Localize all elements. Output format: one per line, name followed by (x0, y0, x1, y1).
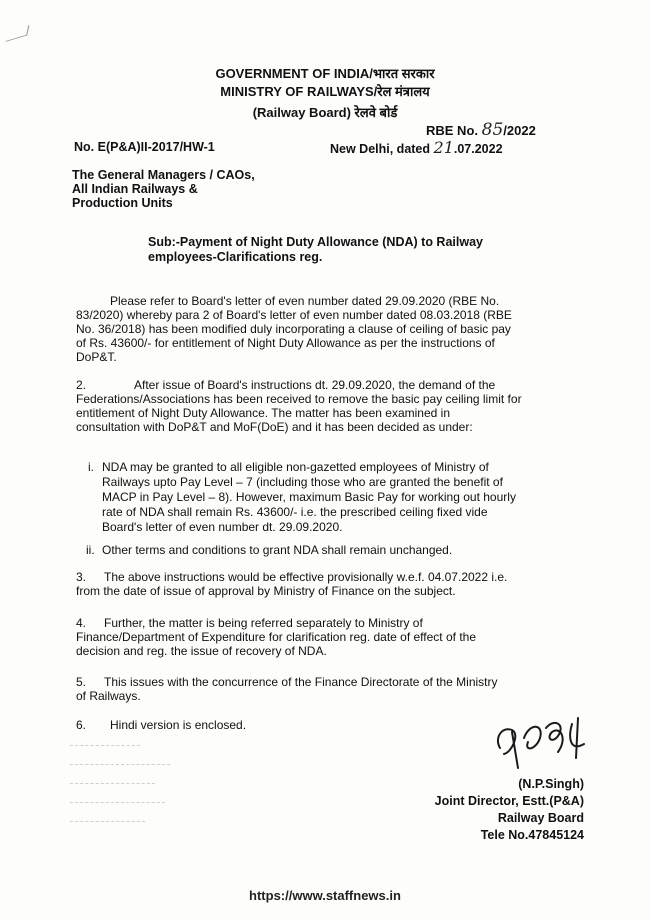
place-date-prefix: New Delhi, dated (330, 142, 431, 156)
subject-line: Sub:-Payment of Night Duty Allowance (NDA) to Railway (148, 235, 483, 249)
paragraph-line: The above instructions would be effective provisionally w.e.f. 04.07.2022 i.e. (104, 570, 508, 584)
paragraph-6: Hindi version is enclosed. (110, 718, 247, 732)
paragraph-line: entitlement of Night Duty Allowance. The matter has been examined in (76, 406, 450, 420)
item-ii-number: ii. (86, 543, 95, 557)
item-i-number: i. (88, 460, 94, 474)
paragraph-line: Further, the matter is being referred separately to Ministry of (104, 616, 423, 630)
stamp-line (70, 802, 165, 811)
file-number: No. E(P&A)II-2017/HW-1 (74, 140, 215, 154)
signatory-office: Railway Board (497, 811, 584, 825)
paragraph-line: Federations/Associations has been received to remove the basic pay ceiling limit for (76, 392, 522, 406)
paragraph-line: 83/2020) whereby para 2 of Board's letter of even number dated 08.03.2018 (RBE (76, 308, 512, 322)
paragraph-line: This issues with the concurrence of the Finance Directorate of the Ministry (104, 675, 498, 689)
paragraph-4-number: 4. (76, 616, 87, 630)
addressee-line: The General Managers / CAOs, (72, 168, 255, 182)
item-ii: Other terms and conditions to grant NDA shall remain unchanged. (102, 543, 453, 557)
paragraph-line: consultation with DoP&T and MoF(DoE) and it has been decided as under: (76, 420, 473, 434)
place-date (330, 138, 503, 157)
stamp-line (70, 783, 155, 792)
header-ministry: MINISTRY OF RAILWAYS/रेल मंत्रालय (220, 84, 430, 99)
stamp-line (70, 764, 170, 773)
date-month-year: .07.2022 (453, 142, 503, 156)
paragraph-line: Please refer to Board's letter of even number dated 29.09.2020 (RBE No. (110, 294, 500, 308)
addressee-line: Production Units (72, 196, 173, 210)
paragraph-1 (76, 294, 570, 364)
paragraph-line: decision and reg. the issue of recovery of NDA. (76, 644, 327, 658)
signatory-tele: Tele No.47845124 (480, 828, 584, 842)
rbe-label: RBE No. (426, 123, 478, 138)
item-line: Railways upto Pay Level – 7 (including those who are granted the benefit of (102, 475, 503, 489)
paragraph-5-number: 5. (76, 675, 87, 689)
stamp-line (70, 745, 140, 754)
header-railway-board: (Railway Board) रेलवे बोर्ड (252, 105, 398, 120)
paragraph-line: from the date of issue of approval by Ministry of Finance on the subject. (76, 584, 456, 598)
header-government: GOVERNMENT OF INDIA/भारत सरकार (215, 66, 435, 81)
paragraph-line: DoP&T. (76, 350, 117, 364)
pen-tick-mark (6, 25, 30, 42)
rbe-number-line (426, 120, 536, 140)
paragraph-line: of Rs. 43600/- for entitlement of Night Duty Allowance as per the instructions of (76, 336, 495, 350)
paragraph-2-number: 2. (76, 378, 87, 392)
paragraph-3 (76, 570, 570, 598)
item-line: rate of NDA shall remain Rs. 43600/- i.e. the prescribed ceiling fixed vide (102, 505, 488, 519)
rbe-number-handwritten: 85 (481, 120, 504, 140)
paragraph-line: After issue of Board's instructions dt. 29.09.2020, the demand of the (134, 378, 496, 392)
item-line: NDA may be granted to all eligible non-gazetted employees of Ministry of (102, 460, 489, 474)
footer-url[interactable]: https://www.staffnews.in (249, 888, 401, 903)
addressee-block (72, 168, 255, 210)
signatory-name: (N.P.Singh) (518, 777, 584, 791)
item-i (102, 460, 562, 535)
addressee-line: All Indian Railways & (72, 182, 198, 196)
paragraph-6-number: 6. (76, 718, 87, 732)
item-line: MACP in Pay Level – 8). However, maximum Basic Pay for working out hourly (102, 490, 516, 504)
paragraph-4 (76, 616, 570, 658)
signatory-block (435, 776, 584, 844)
rbe-year: /2022 (503, 123, 536, 138)
subject-block (148, 235, 568, 265)
stamp-line (70, 821, 145, 830)
paragraph-line: of Railways. (76, 689, 141, 703)
item-line: Board's letter of even number dt. 29.09.2020. (102, 520, 343, 534)
date-day-handwritten: 21 (433, 138, 454, 157)
receipt-stamp (70, 745, 190, 830)
paragraph-line: Finance/Department of Expenditure for clarification reg. date of effect of the (76, 630, 477, 644)
paragraph-3-number: 3. (76, 570, 87, 584)
paragraph-2 (76, 378, 570, 434)
subject-line: employees-Clarifications reg. (148, 250, 323, 264)
signatory-designation: Joint Director, Estt.(P&A) (434, 794, 584, 808)
signature-icon (488, 708, 598, 778)
paragraph-5 (76, 675, 570, 703)
paragraph-line: No. 36/2018) has been modified duly incorporating a clause of ceiling of basic pay (76, 322, 511, 336)
